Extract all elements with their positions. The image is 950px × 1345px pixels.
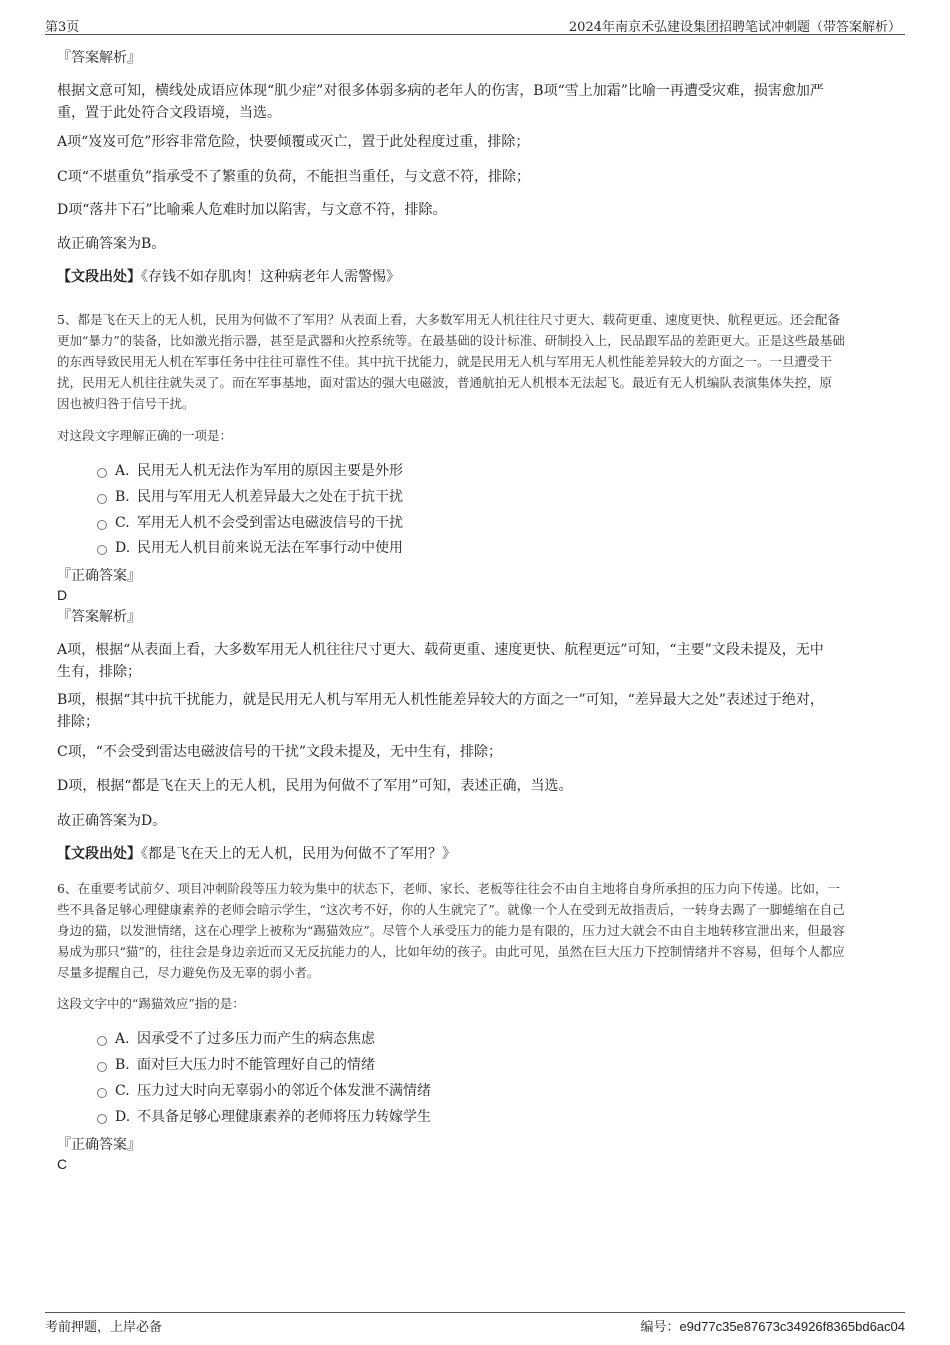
radio-icon[interactable]: [97, 468, 107, 478]
document-id: 编号：e9d77c35e87673c34926f8365bd6ac04: [640, 1319, 905, 1334]
q5-analysis-label: 『答案解析』: [57, 609, 141, 625]
source-label: 【文段出处】: [57, 846, 141, 862]
q4-analysis-line: 根据文意可知，横线处成语应体现“肌少症”对很多体弱多病的老年人的伤害，B项“雪上加霜”比喻一再遭受灾难，损害愈加严: [57, 83, 824, 99]
radio-icon[interactable]: [97, 545, 107, 555]
source-text: 《存钱不如存肌肉！这种病老年人需警惕》: [141, 269, 400, 285]
q5-analysis-d: D项，根据“都是飞在天上的无人机，民用为何做不了军用”可知，表述正确，当选。: [57, 778, 573, 794]
q6-passage-line: 易成为那只“猫”的，往往会是身边亲近而又无反抗能力的人，比如年幼的孩子。由此可见，虽然在巨大压力下控制情绪并不容易，但每个人都应: [57, 944, 845, 959]
q5-answer: D: [57, 587, 68, 603]
q4-analysis: [57, 80, 897, 124]
q5-option-a[interactable]: A. 民用无人机无法作为军用的原因主要是外形: [97, 460, 403, 482]
radio-icon[interactable]: [97, 1114, 107, 1124]
q4-source: [57, 266, 897, 288]
radio-icon[interactable]: [97, 1088, 107, 1098]
q4-analysis-line: 重，置于此处符合文段语境，当选。: [57, 105, 281, 121]
q5-option-b[interactable]: B. 民用与军用无人机差异最大之处在于抗干扰: [97, 486, 403, 508]
q6-passage-line: 6、在重要考试前夕、项目冲刺阶段等压力较为集中的状态下，老师、家长、老板等往往会不由自主地将自身所承担的压力向下传递。比如，一: [57, 881, 840, 896]
radio-icon[interactable]: [97, 494, 107, 504]
q5-passage-line: 因也被归咎于信号干扰。: [57, 396, 195, 411]
q5-passage-line: 5、都是飞在天上的无人机，民用为何做不了军用？从表面上看，大多数军用无人机往往尺寸更大、载荷更重、速度更快、航程更远。还会配备: [57, 312, 840, 327]
q5-passage-line: 扰，民用无人机往往就失灵了。而在军事基地，面对雷达的强大电磁波，普通航拍无人机根本无法起飞。最近有无人机编队表演集体失控，原: [57, 375, 833, 390]
source-label: 【文段出处】: [57, 269, 141, 285]
q4-option-c-analysis: C项“不堪重负”指承受不了繁重的负荷，不能担当重任，与文意不符，排除；: [57, 169, 531, 185]
q4-option-d-analysis: D项“落井下石”比喻乘人危难时加以陷害，与文意不符，排除。: [57, 202, 447, 218]
q6-passage-line: 身边的猫，以发泄情绪，这在心理学上被称为“踢猫效应”。尽管个人承受压力的能力是有限的，压力过大就会不由自主地转移宣泄出来，但最容: [57, 923, 845, 938]
q5-answer-label: 『正确答案』: [57, 568, 141, 584]
q6-passage-line: 些不具备足够心理健康素养的老师会暗示学生，“这次考不好，你的人生就完了”。就像一个人在受到无故指责后，一转身去踢了一脚蜷缩在自己: [57, 902, 845, 917]
q6-passage: [57, 878, 897, 983]
footer-slogan: 考前押题，上岸必备: [45, 1320, 163, 1335]
q5-option-c[interactable]: C. 军用无人机不会受到雷达电磁波信号的干扰: [97, 512, 403, 534]
q5-question: 对这段文字理解正确的一项是：: [57, 428, 233, 443]
q4-conclusion: 故正确答案为B。: [57, 236, 166, 252]
q5-conclusion: 故正确答案为D。: [57, 813, 167, 829]
document-title: 2024年南京禾弘建设集团招聘笔试冲刺题（带答案解析）: [568, 20, 901, 35]
q6-option-d[interactable]: D. 不具备足够心理健康素养的老师将压力转嫁学生: [97, 1106, 431, 1128]
q6-option-a[interactable]: A. 因承受不了过多压力而产生的病态焦虑: [97, 1028, 375, 1050]
source-text: 《都是飞在天上的无人机，民用为何做不了军用？》: [141, 846, 456, 862]
q5-analysis-a: A项，根据“从表面上看，大多数军用无人机往往尺寸更大、载荷更重、速度更快、航程更远”可知，“主要”文段未提及，无中 生有，排除；: [57, 642, 824, 680]
q5-option-d[interactable]: D. 民用无人机目前来说无法在军事行动中使用: [97, 537, 403, 559]
q5-passage-line: 更加“暴力”的装备，比如激光指示器，甚至是武器和火控系统等。在最基础的设计标准、研制投入上，民品跟军品的差距更大。正是这些最基础: [57, 333, 845, 348]
page-number: 第3页: [45, 20, 80, 35]
q6-option-b[interactable]: B. 面对巨大压力时不能管理好自己的情绪: [97, 1054, 375, 1076]
q6-option-c[interactable]: C. 压力过大时向无辜弱小的邻近个体发泄不满情绪: [97, 1080, 431, 1102]
q6-question: 这段文字中的“踢猫效应”指的是：: [57, 996, 245, 1011]
q4-analysis-label: 『答案解析』: [57, 50, 141, 66]
q6-answer: C: [57, 1156, 68, 1172]
q5-analysis-c: C项，“不会受到雷达电磁波信号的干扰”文段未提及，无中生有，排除；: [57, 744, 503, 760]
q5-analysis-b: B项，根据“其中抗干扰能力，就是民用无人机与军用无人机性能差异较大的方面之一”可知，“差异最大之处”表述过于绝对， 排除；: [57, 692, 824, 730]
radio-icon[interactable]: [97, 520, 107, 530]
radio-icon[interactable]: [97, 1062, 107, 1072]
radio-icon[interactable]: [97, 1036, 107, 1046]
q5-passage: [57, 309, 897, 414]
q5-source: [57, 843, 897, 865]
q5-passage-line: 的东西导致民用无人机在军事任务中往往可靠性不佳。其中抗干扰能力，就是民用无人机与军用无人机性能差异较大的方面之一。一旦遭受干: [57, 354, 833, 369]
q6-answer-label: 『正确答案』: [57, 1137, 141, 1153]
q4-option-a-analysis: A项“岌岌可危”形容非常危险，快要倾覆或灭亡，置于此处程度过重，排除；: [57, 134, 530, 150]
page-header: [45, 14, 905, 35]
q6-passage-line: 尽量多提醒自己，尽力避免伤及无辜的弱小者。: [57, 965, 320, 980]
page-footer: [45, 1312, 905, 1335]
